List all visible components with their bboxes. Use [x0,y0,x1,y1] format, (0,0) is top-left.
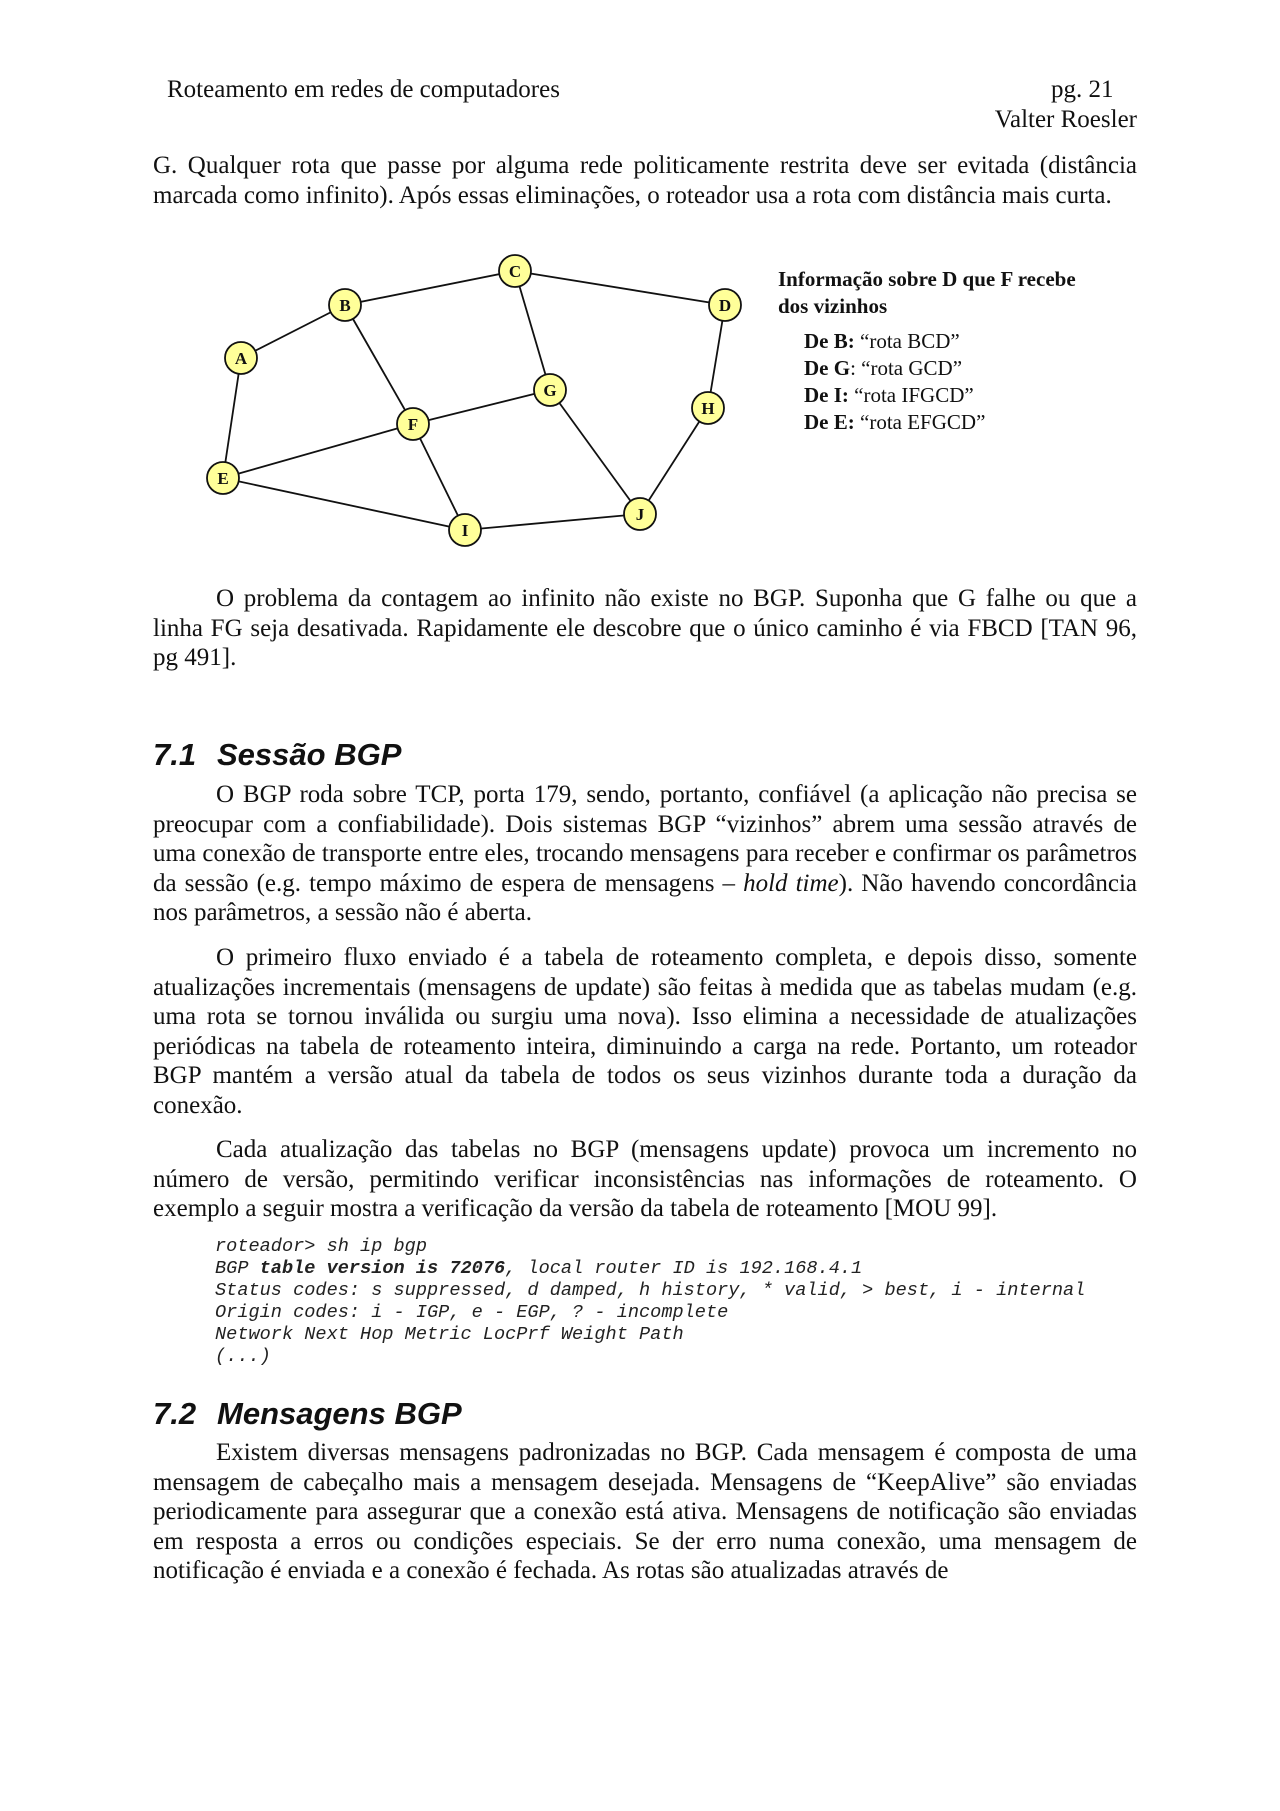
code-text: BGP [215,1258,260,1279]
route-from: De G [804,356,851,380]
route-list [804,328,1078,436]
node-label: G [543,381,557,400]
paragraph-text: O BGP roda sobre TCP, porta 179, sendo, portanto, confiável (a aplicação não precisa se preocupar com a confiabilidade). Dois sistemas BGP “vizinhos” abrem uma sessão através de uma conexão de transporte entre eles, trocando mensagens para receber e confirmar os parâmetros da sessão (e.g. tempo máximo de espera de mensagens – [153,781,1137,897]
graph-node [624,498,656,530]
graph-node [534,374,566,406]
route-value: “rota BCD” [860,329,960,353]
node-label: B [339,296,351,315]
running-header-title: Roteamento em redes de computadores [167,76,560,103]
node-label: A [234,349,248,368]
code-line: Origin codes: i - IGP, e - EGP, ? - incomplete [215,1302,729,1323]
code-bold-text: table version is 72076 [259,1258,506,1279]
route-item [804,328,1078,355]
route-value: “rota EFGCD” [860,410,986,434]
network-graph-figure [200,248,760,568]
paragraph-bgp-messages: Existem diversas mensagens padronizadas no BGP. Cada mensagem é composta de uma mensagem de cabeçalho mais a mensagem desejada. Mensagens de “KeepAlive” são enviadas periodicamente para assegurar que a conexão está ativa. Mensagens de notificação são enviadas em resposta a erros ou condições especiais. Se der erro numa conexão, uma mensagem de notificação é enviada e a conexão é fechada. As rotas são atualizadas através de [153,1439,1137,1584]
graph-node [397,408,429,440]
graph-node [329,289,361,321]
emphasis-hold-time: hold time [743,869,839,897]
route-value: : “rota GCD” [850,356,963,380]
paragraph-bgp-session [153,780,1137,928]
graph-node [499,255,531,287]
route-from: De E: [804,410,855,434]
code-line: Status codes: s suppressed, d damped, h history, * valid, > best, i - internal [215,1280,1086,1301]
node-label: E [217,469,229,488]
paragraph-incremental-updates: O primeiro fluxo enviado é a tabela de roteamento completa, e depois disso, somente atualizações incrementais (mensagens de update) são feitas à medida que as tabelas mudam (e.g. uma rota se tornou inválida ou surgiu uma nova). Isso elimina a necessidade de atualizações periódicas na tabela de roteamento inteira, diminuindo a carga na rede. Portanto, um roteador BGP mantém a versão atual da tabela de todos os seus vizinhos durante toda a duração da conexão. [153,944,1137,1119]
graph-node [207,462,239,494]
route-from: De I: [804,383,849,407]
page-number: pg. 21 [1051,76,1114,103]
node-label: C [508,262,522,281]
route-item [804,409,1078,436]
node-label: F [407,415,419,434]
intro-paragraph: G. Qualquer rota que passe por alguma rede politicamente restrita deve ser evitada (distância marcada como infinito). Após essas eliminações, o roteador usa a rota com distância mais curta. [153,152,1137,209]
code-line [215,1258,1085,1280]
paragraph-count-to-infinity: O problema da contagem ao infinito não existe no BGP. Suponha que G falhe ou que a linha FG seja desativada. Rapidamente ele descobre que o único caminho é via FBCD [TAN 96, pg 491]. [153,585,1137,671]
node-label: J [635,505,645,524]
section-title: Sessão BGP [217,737,402,772]
figure-info-box [778,266,1078,436]
graph-node [692,392,724,424]
section-heading-7-1 [153,737,401,773]
node-label: I [461,521,469,540]
code-line: (...) [215,1346,271,1367]
code-block-sh-ip-bgp [215,1236,1085,1368]
node-label: D [718,296,732,315]
graph-node [449,514,481,546]
route-from: De B: [804,329,855,353]
section-number: 7.2 [153,1396,197,1431]
route-item [804,382,1078,409]
code-text: , local router ID is 192.168.4.1 [505,1258,863,1279]
graph-node [709,289,741,321]
code-line: Network Next Hop Metric LocPrf Weight Path [215,1324,684,1345]
section-title: Mensagens BGP [217,1396,462,1431]
route-value: “rota IFGCD” [854,383,974,407]
paragraph-text: ). Não havendo concordância nos parâmetros, a sessão não é aberta. [153,869,1137,926]
code-line: roteador> sh ip bgp [215,1236,428,1257]
graph-nodes [207,255,741,546]
section-number: 7.1 [153,737,197,772]
figure-info-title: Informação sobre D que F recebe dos vizinhos [778,267,1076,318]
running-header-author: Valter Roesler [994,106,1137,133]
paragraph-version-number: Cada atualização das tabelas no BGP (mensagens update) provoca um incremento no número de versão, permitindo verificar inconsistências nas informações de roteamento. O exemplo a seguir mostra a verificação da versão da tabela de roteamento [MOU 99]. [153,1136,1137,1222]
graph-edges [223,271,725,530]
route-item [804,355,1078,382]
section-heading-7-2 [153,1396,462,1432]
node-label: H [701,399,715,418]
graph-node [225,342,257,374]
